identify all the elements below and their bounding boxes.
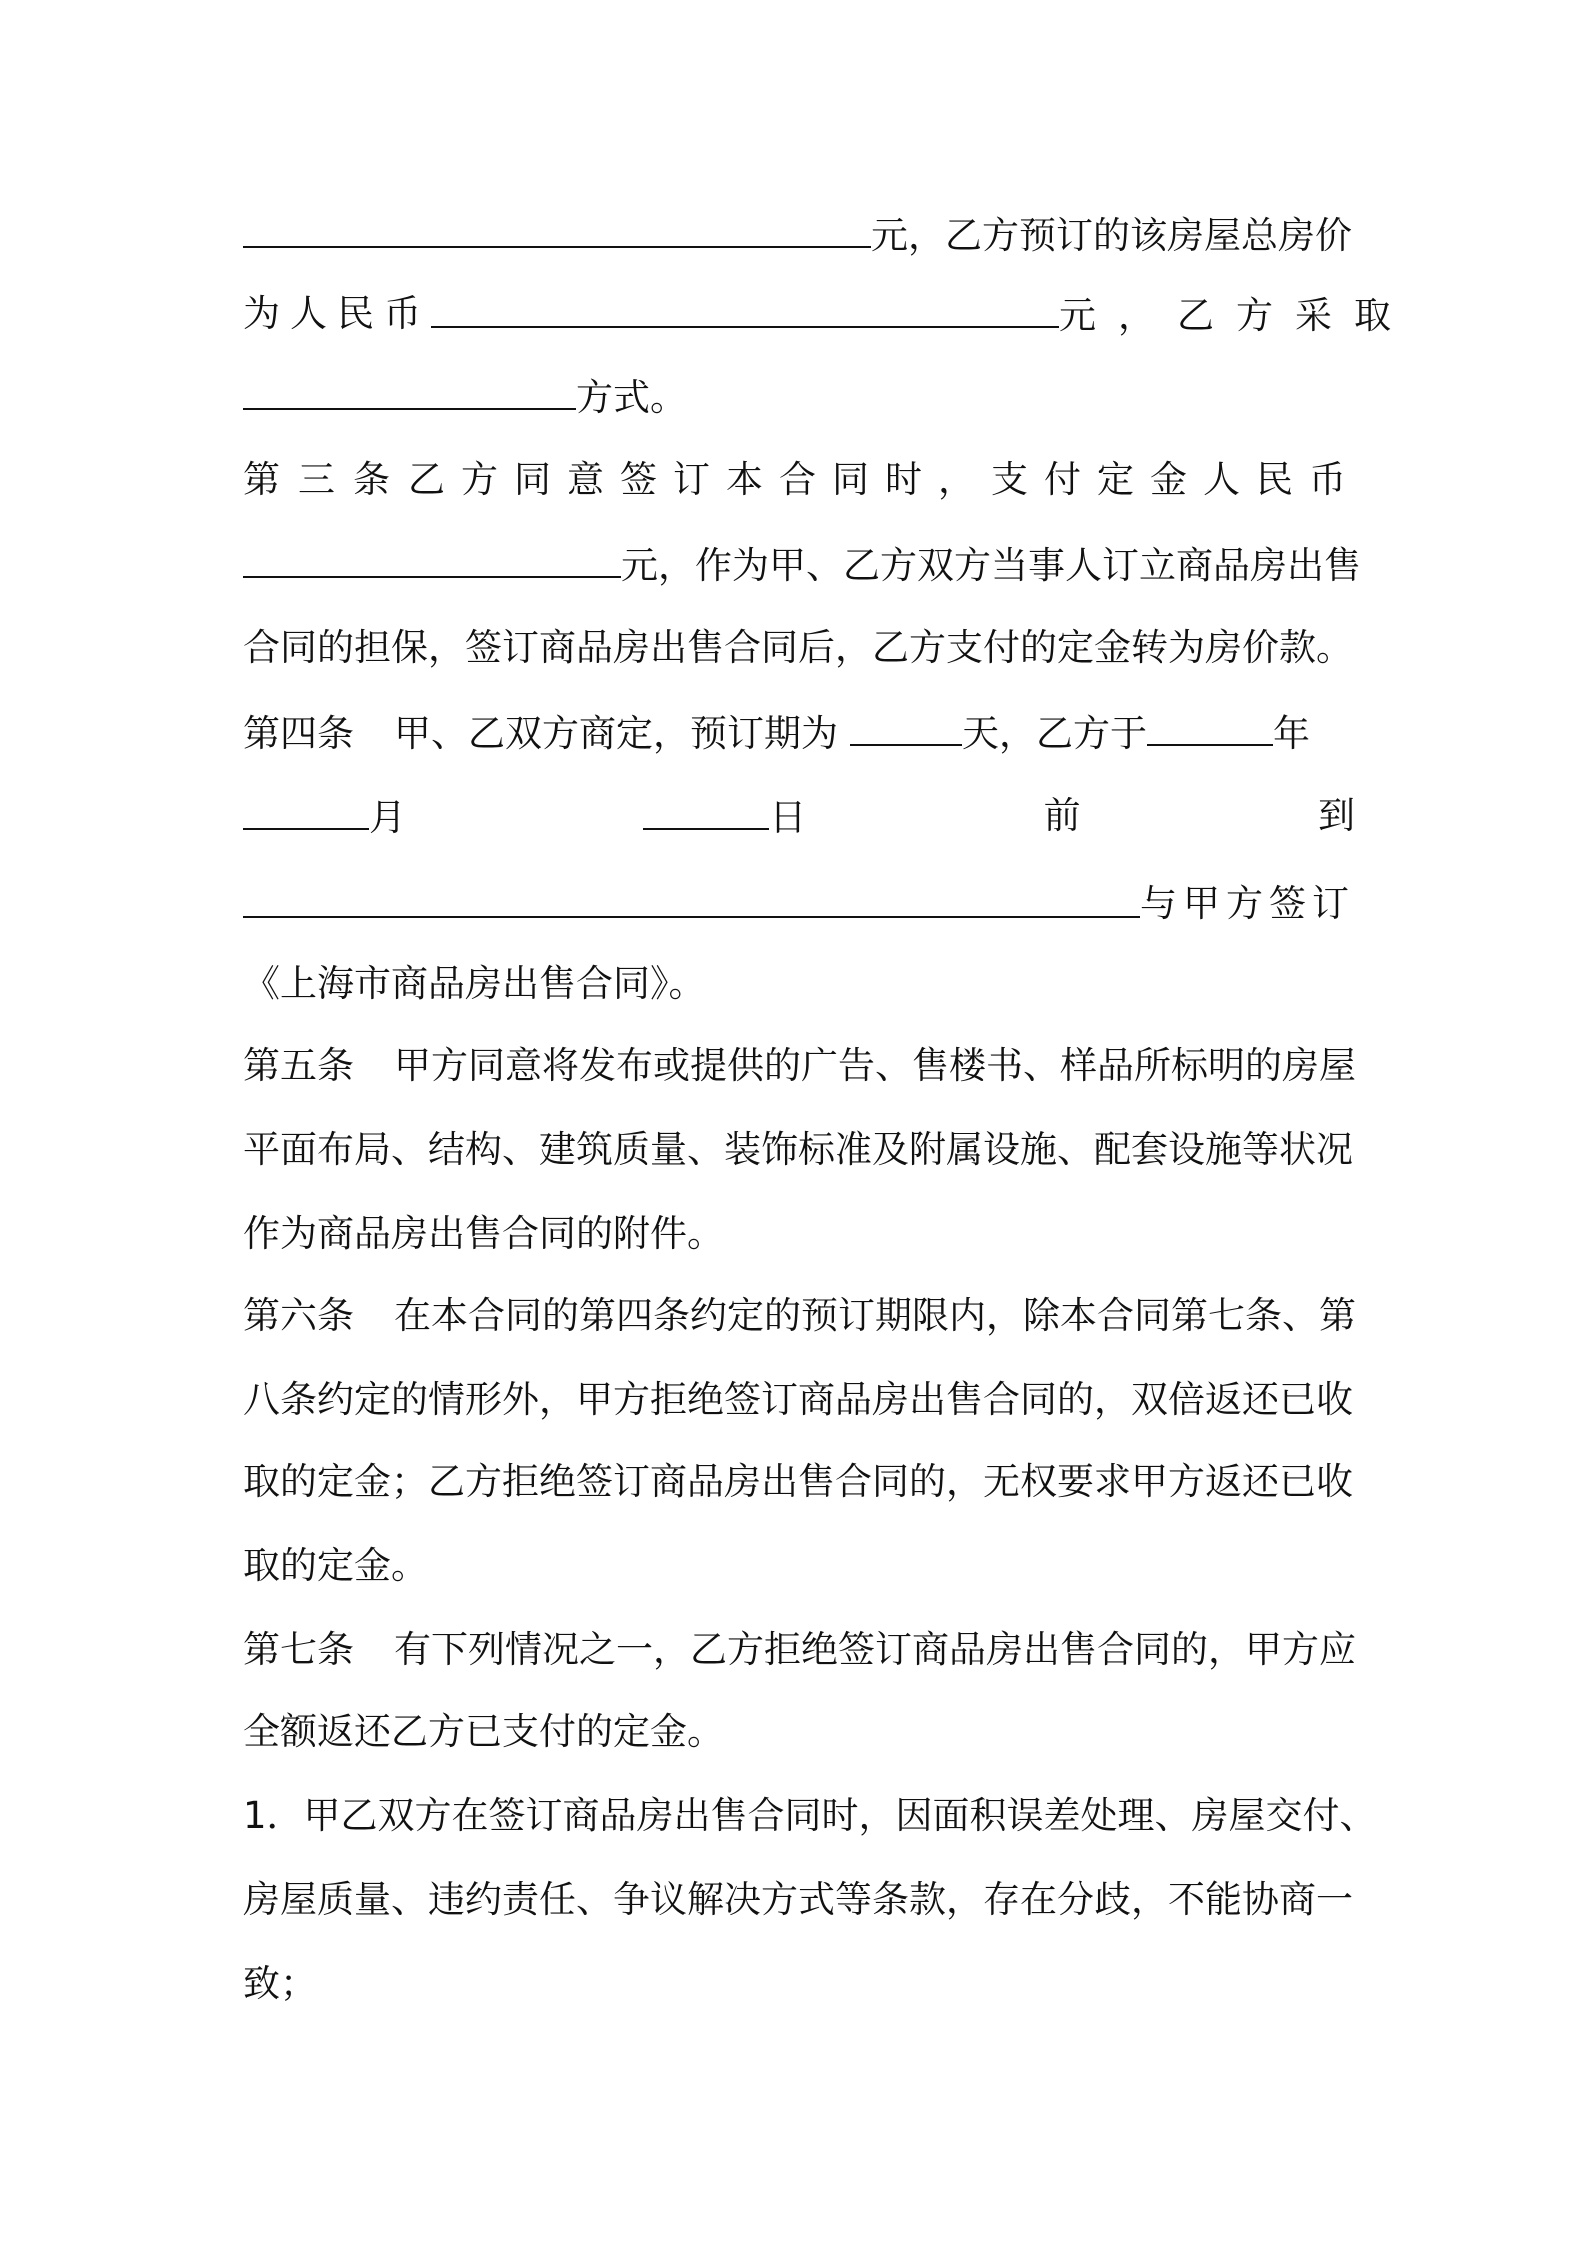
paragraph-line xyxy=(243,1120,1355,1180)
clause-text: 有下列情况之一，乙方拒绝签订商品房出售合同的，甲方应 xyxy=(394,1628,1356,1671)
text: 致； xyxy=(243,1962,317,2005)
clause-text: 在本合同的第四条约定的预订期限内，除本合同第七条、第 xyxy=(394,1294,1356,1337)
clause-text: 乙方同意签订本合同时，支付定金人民币 xyxy=(408,458,1362,501)
text: 全额返还乙方已支付的定金。 xyxy=(243,1710,724,1753)
clause-4-line xyxy=(243,702,1355,762)
deposit-blank[interactable] xyxy=(243,534,621,578)
text: 合同的担保，签订商品房出售合同后，乙方支付的定金转为房价款。 xyxy=(243,626,1353,669)
text: 取的定金；乙方拒绝签订商品房出售合同的，无权要求甲方返还已收 xyxy=(243,1460,1353,1503)
text: 前 xyxy=(1043,794,1081,837)
paragraph-line xyxy=(243,1954,1355,2014)
text: 元，乙方采取 xyxy=(1059,294,1413,337)
text: 日 xyxy=(769,796,807,839)
paragraph-line xyxy=(243,1204,1355,1264)
date-line xyxy=(243,786,1355,846)
clause-6-line xyxy=(243,1286,1355,1346)
text: 为人民币 xyxy=(243,292,431,335)
price-group xyxy=(431,284,1413,344)
text: 作为商品房出售合同的附件。 xyxy=(243,1212,724,1255)
text: 天，乙方于 xyxy=(962,712,1147,755)
day-group xyxy=(643,786,806,846)
day-blank[interactable] xyxy=(643,786,769,830)
clause-7-line xyxy=(243,1620,1355,1680)
month-group xyxy=(243,786,406,846)
text: 月 xyxy=(369,796,406,839)
year-blank[interactable] xyxy=(1147,702,1273,746)
payment-method-blank[interactable] xyxy=(243,366,576,410)
clause-text: 甲方同意将发布或提供的广告、售楼书、样品所标明的房屋 xyxy=(394,1044,1356,1087)
clause-number: 第七条 xyxy=(243,1628,354,1671)
signing-place-line xyxy=(243,874,1355,934)
paragraph-line xyxy=(243,1536,1355,1596)
clause-number: 第六条 xyxy=(243,1294,354,1337)
text: 平面布局、结构、建筑质量、装饰标准及附属设施、配套设施等状况 xyxy=(243,1128,1353,1171)
paragraph-line xyxy=(243,1370,1355,1430)
text: 到 xyxy=(1317,794,1355,837)
text: 年 xyxy=(1273,712,1310,755)
price-line-2 xyxy=(243,284,1413,344)
text: 房屋质量、违约责任、争议解决方式等条款，存在分歧，不能协商一 xyxy=(243,1878,1353,1921)
paragraph-line xyxy=(243,954,1355,1014)
clause-3-line xyxy=(243,450,1362,510)
blank-field[interactable] xyxy=(243,204,871,248)
month-blank[interactable] xyxy=(243,786,369,830)
payment-method-line xyxy=(243,366,1355,426)
clause-number: 第三条 xyxy=(243,458,408,501)
paragraph-line xyxy=(243,1702,1355,1762)
text: 取的定金。 xyxy=(243,1544,428,1587)
days-blank[interactable] xyxy=(850,702,962,746)
list-item-1 xyxy=(243,1786,1377,1846)
total-price-blank[interactable] xyxy=(431,284,1059,328)
price-line xyxy=(243,204,1355,264)
paragraph-line xyxy=(243,618,1355,678)
text: 元，乙方预订的该房屋总房价 xyxy=(871,214,1352,257)
text: 1．甲乙双方在签订商品房出售合同时，因面积误差处理、房屋交付、 xyxy=(243,1794,1377,1837)
text: 《上海市商品房出售合同》。 xyxy=(243,962,706,1005)
clause-text: 甲、乙双方商定，预订期为 xyxy=(394,712,838,755)
clause-number: 第四条 xyxy=(243,712,354,755)
text: 八条约定的情形外，甲方拒绝签订商品房出售合同的，双倍返还已收 xyxy=(243,1378,1353,1421)
paragraph-line xyxy=(243,1452,1355,1512)
text: 方式。 xyxy=(576,376,687,419)
deposit-line xyxy=(243,534,1361,594)
signing-place-blank[interactable] xyxy=(243,874,1140,918)
clause-number: 第五条 xyxy=(243,1044,354,1087)
text: 元，作为甲、乙方双方当事人订立商品房出售 xyxy=(621,544,1361,587)
text: 与甲方签订 xyxy=(1140,882,1355,925)
paragraph-line xyxy=(243,1870,1355,1930)
clause-5-line xyxy=(243,1036,1355,1096)
